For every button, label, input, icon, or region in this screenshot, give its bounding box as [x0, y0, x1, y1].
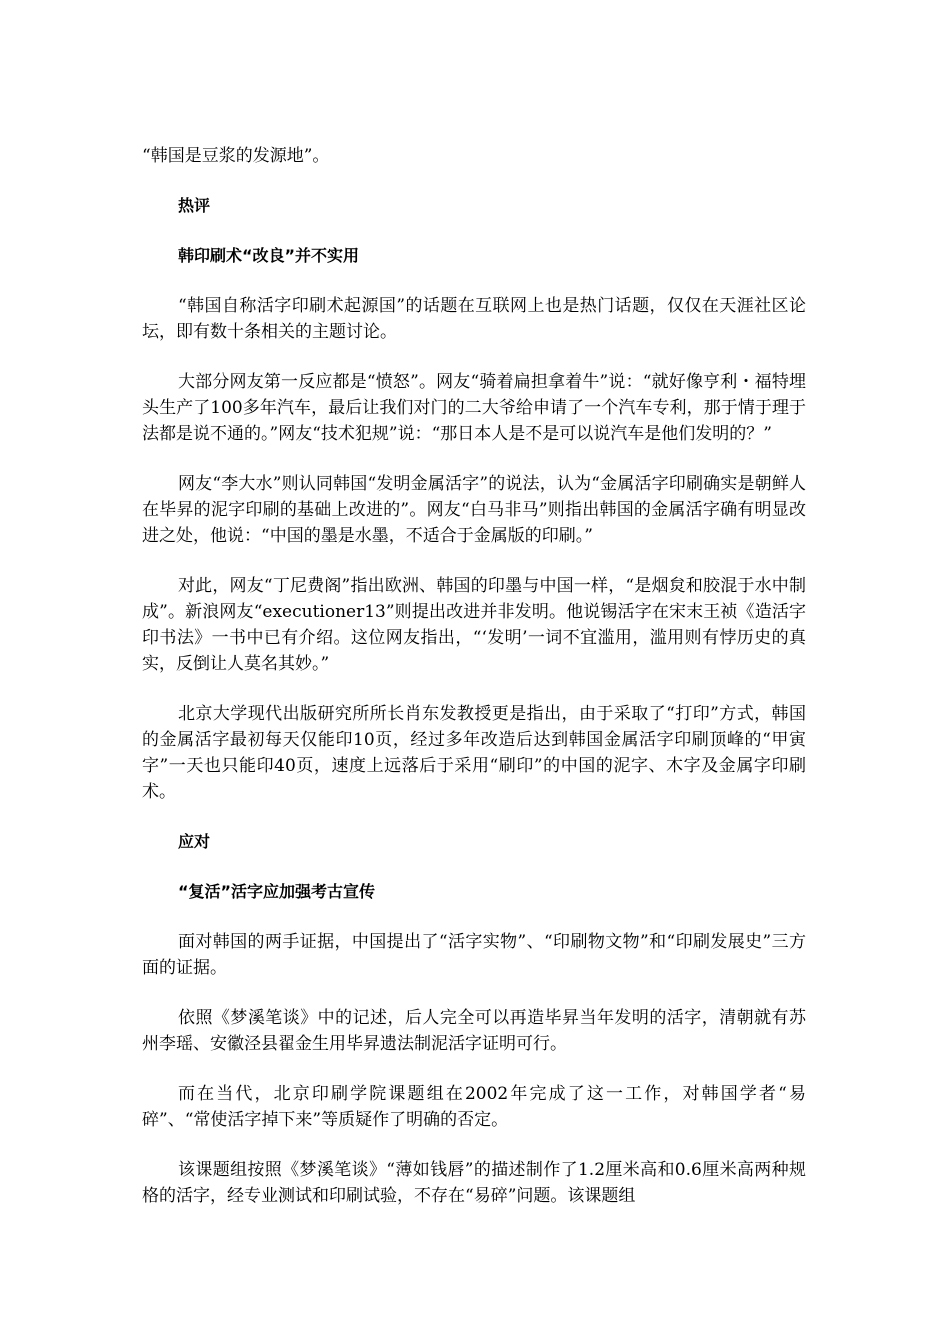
subsection-heading-revival: “复活”活字应加强考古宣传	[178, 882, 376, 901]
section-heading-reping: 热评	[178, 196, 211, 215]
section-heading-yingdui: 应对	[178, 832, 211, 851]
paragraph: 北京大学现代出版研究所所长肖东发教授更是指出，由于采取了“打印”方式，韩国的金属活字最初每天仅能印10页，经过多年改造后达到韩国金属活字印刷顶峰的“甲寅字”一天也只能印40页，速度上远落后于采用“刷印”的中国的泥字、木字及金属字印刷术。	[142, 704, 806, 802]
paragraph: 依照《梦溪笔谈》中的记述，后人完全可以再造毕昇当年发明的活字，清朝就有苏州李瑶、安徽泾县翟金生用毕昇遗法制泥活字证明可行。	[142, 1008, 806, 1054]
paragraph: 而在当代，北京印刷学院课题组在2002年完成了这一工作，对韩国学者“易碎”、“常使活字掉下来”等质疑作了明确的否定。	[142, 1084, 806, 1130]
paragraph: “韩国自称活字印刷术起源国”的话题在互联网上也是热门话题，仅仅在天涯社区论坛，即有数十条相关的主题讨论。	[142, 296, 806, 342]
paragraph: 面对韩国的两手证据，中国提出了“活字实物”、“印刷物文物”和“印刷发展史”三方面的证据。	[142, 932, 806, 978]
paragraph: 大部分网友第一反应都是“愤怒”。网友“骑着扁担拿着牛”说：“就好像亨利・福特埋头生产了100多年汽车，最后让我们对门的二大爷给申请了一个汽车专利，那于情于理于法都是说不通的。”网友“技术犯规”说：“那日本人是不是可以说汽车是他们发明的？”	[142, 372, 806, 444]
subsection-heading-printing: 韩印刷术“改良”并不实用	[178, 246, 360, 265]
paragraph: 对此，网友“丁尼费阁”指出欧洲、韩国的印墨与中国一样，“是烟炱和胶混于水中制成”。新浪网友“executioner13”则提出改进并非发明。他说锡活字在宋末王祯《造活字印书法》一书中已有介绍。这位网友指出，“‘发明’一词不宜滥用，滥用则有悖历史的真实，反倒让人莫名其妙。”	[142, 576, 806, 674]
document-page	[142, 143, 806, 1233]
paragraph: “韩国是豆浆的发源地”。	[142, 146, 330, 166]
paragraph: 网友“李大水”则认同韩国“发明金属活字”的说法，认为“金属活字印刷确实是朝鲜人在毕昇的泥字印刷的基础上改进的”。网友“白马非马”则指出韩国的金属活字确有明显改进之处，他说：“中国的墨是水墨，不适合于金属版的印刷。”	[142, 474, 806, 546]
paragraph: 该课题组按照《梦溪笔谈》“薄如钱唇”的描述制作了1.2厘米高和0.6厘米高两种规格的活字，经专业测试和印刷试验，不存在“易碎”问题。该课题组	[142, 1160, 806, 1206]
